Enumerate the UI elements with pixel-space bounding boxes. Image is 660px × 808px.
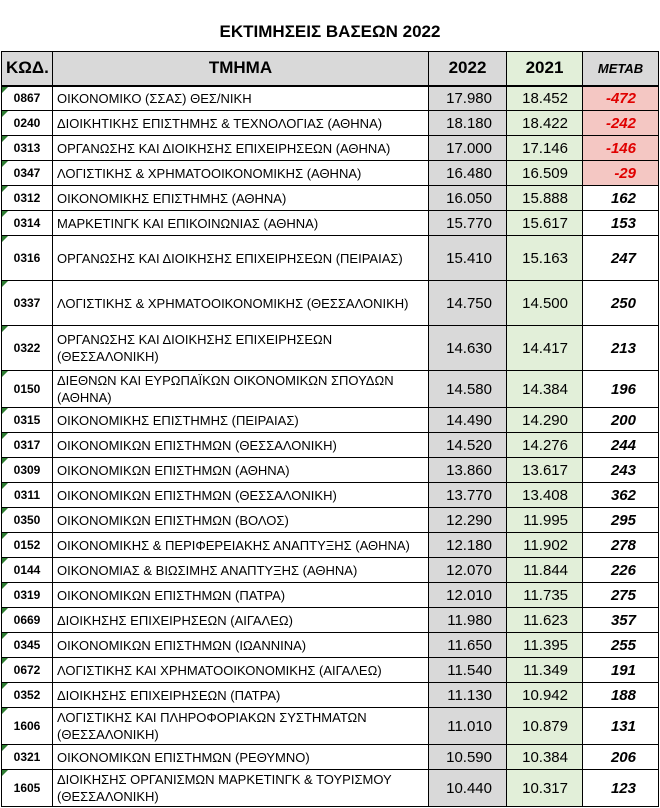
header-diff: ΜΕΤΑΒ [583, 52, 659, 86]
row-dept: ΔΙΕΘΝΩΝ ΚΑΙ ΕΥΡΩΠΑΪΚΩΝ ΟΙΚΟΝΟΜΙΚΩΝ ΣΠΟΥΔΩΝ (ΑΘΗΝΑ) [53, 371, 429, 408]
row-value-2021: 11.623 [507, 608, 583, 633]
row-diff: -242 [583, 111, 659, 136]
row-value-2021: 10.879 [507, 708, 583, 745]
row-code: 0337 [2, 281, 53, 326]
row-value-2022: 12.290 [429, 508, 507, 533]
table-row [2, 433, 659, 458]
row-code: 0672 [2, 658, 53, 683]
row-code: 1606 [2, 708, 53, 745]
row-value-2022: 15.410 [429, 236, 507, 281]
row-dept: ΛΟΓΙΣΤΙΚΗΣ ΚΑΙ ΧΡΗΜΑΤΟΟΙΚΟΝΟΜΙΚΗΣ (ΑΙΓΑΛΕΩ) [53, 658, 429, 683]
row-value-2022: 18.180 [429, 111, 507, 136]
row-value-2021: 13.617 [507, 458, 583, 483]
row-value-2022: 15.770 [429, 211, 507, 236]
row-value-2022: 13.860 [429, 458, 507, 483]
row-value-2022: 10.590 [429, 745, 507, 770]
row-diff: 191 [583, 658, 659, 683]
table-row [2, 558, 659, 583]
row-code: 0317 [2, 433, 53, 458]
row-value-2022: 14.580 [429, 371, 507, 408]
row-dept: ΟΙΚΟΝΟΜΙΚΩΝ ΕΠΙΣΤΗΜΩΝ (ΘΕΣΣΑΛΟΝΙΚΗ) [53, 433, 429, 458]
row-diff: -472 [583, 86, 659, 111]
row-diff: 131 [583, 708, 659, 745]
row-dept: ΟΡΓΑΝΩΣΗΣ ΚΑΙ ΔΙΟΙΚΗΣΗΣ ΕΠΙΧΕΙΡΗΣΕΩΝ (ΑΘΗΝΑ) [53, 136, 429, 161]
table-row [2, 211, 659, 236]
table-row [2, 633, 659, 658]
table-row [2, 708, 659, 745]
row-value-2022: 14.630 [429, 326, 507, 371]
row-dept: ΟΙΚΟΝΟΜΙΑΣ & ΒΙΩΣΙΜΗΣ ΑΝΑΠΤΥΞΗΣ (ΑΘΗΝΑ) [53, 558, 429, 583]
row-diff: 188 [583, 683, 659, 708]
table-row [2, 683, 659, 708]
row-dept: ΔΙΟΙΚΗΣΗΣ ΟΡΓΑΝΙΣΜΩΝ ΜΑΡΚΕΤΙΝΓΚ & ΤΟΥΡΙΣΜΟΥ (ΘΕΣΣΑΛΟΝΙΚΗ) [53, 770, 429, 807]
row-value-2022: 12.180 [429, 533, 507, 558]
row-value-2021: 11.844 [507, 558, 583, 583]
row-value-2021: 14.384 [507, 371, 583, 408]
row-diff: 295 [583, 508, 659, 533]
row-diff: -146 [583, 136, 659, 161]
table-row [2, 658, 659, 683]
row-value-2021: 18.422 [507, 111, 583, 136]
row-value-2022: 11.010 [429, 708, 507, 745]
row-diff: 226 [583, 558, 659, 583]
row-diff: 206 [583, 745, 659, 770]
row-diff: 123 [583, 770, 659, 807]
row-dept: ΟΙΚΟΝΟΜΙΚΗΣ ΕΠΙΣΤΗΜΗΣ (ΑΘΗΝΑ) [53, 186, 429, 211]
row-diff: 153 [583, 211, 659, 236]
row-code: 0150 [2, 371, 53, 408]
row-diff: -29 [583, 161, 659, 186]
row-value-2022: 10.440 [429, 770, 507, 807]
row-dept: ΟΙΚΟΝΟΜΙΚΗΣ & ΠΕΡΙΦΕΡΕΙΑΚΗΣ ΑΝΑΠΤΥΞΗΣ (ΑΘΗΝΑ) [53, 533, 429, 558]
row-diff: 278 [583, 533, 659, 558]
row-diff: 162 [583, 186, 659, 211]
row-value-2022: 12.010 [429, 583, 507, 608]
row-code: 0669 [2, 608, 53, 633]
table-row [2, 483, 659, 508]
row-value-2021: 11.349 [507, 658, 583, 683]
row-value-2021: 11.735 [507, 583, 583, 608]
scores-table [1, 51, 659, 807]
row-dept: ΟΙΚΟΝΟΜΙΚΗΣ ΕΠΙΣΤΗΜΗΣ (ΠΕΙΡΑΙΑΣ) [53, 408, 429, 433]
row-code: 0352 [2, 683, 53, 708]
row-value-2022: 11.540 [429, 658, 507, 683]
table-body [2, 86, 659, 807]
row-value-2021: 11.902 [507, 533, 583, 558]
row-code: 0867 [2, 86, 53, 111]
table-row [2, 371, 659, 408]
row-code: 0311 [2, 483, 53, 508]
row-dept: ΜΑΡΚΕΤΙΝΓΚ ΚΑΙ ΕΠΙΚΟΙΝΩΝΙΑΣ (ΑΘΗΝΑ) [53, 211, 429, 236]
table-row [2, 281, 659, 326]
row-code: 0321 [2, 745, 53, 770]
row-diff: 196 [583, 371, 659, 408]
row-diff: 247 [583, 236, 659, 281]
row-value-2021: 11.995 [507, 508, 583, 533]
header-2022: 2022 [429, 52, 507, 86]
row-value-2022: 16.050 [429, 186, 507, 211]
row-dept: ΔΙΟΙΚΗΣΗΣ ΕΠΙΧΕΙΡΗΣΕΩΝ (ΑΙΓΑΛΕΩ) [53, 608, 429, 633]
row-code: 0322 [2, 326, 53, 371]
row-code: 0316 [2, 236, 53, 281]
row-diff: 244 [583, 433, 659, 458]
row-code: 0309 [2, 458, 53, 483]
row-dept: ΛΟΓΙΣΤΙΚΗΣ ΚΑΙ ΠΛΗΡΟΦΟΡΙΑΚΩΝ ΣΥΣΤΗΜΑΤΩΝ (ΘΕΣΣΑΛΟΝΙΚΗ) [53, 708, 429, 745]
row-value-2022: 11.650 [429, 633, 507, 658]
row-value-2021: 16.509 [507, 161, 583, 186]
row-value-2022: 11.980 [429, 608, 507, 633]
row-code: 0314 [2, 211, 53, 236]
table-row [2, 583, 659, 608]
page-title: ΕΚΤΙΜΗΣΕΙΣ ΒΑΣΕΩΝ 2022 [219, 22, 441, 41]
table-row [2, 408, 659, 433]
header-code: ΚΩΔ. [2, 52, 53, 86]
row-diff: 255 [583, 633, 659, 658]
row-value-2021: 15.617 [507, 211, 583, 236]
row-value-2021: 14.500 [507, 281, 583, 326]
row-code: 1605 [2, 770, 53, 807]
row-dept: ΔΙΟΙΚΗΤΙΚΗΣ ΕΠΙΣΤΗΜΗΣ & ΤΕΧΝΟΛΟΓΙΑΣ (ΑΘΗΝΑ) [53, 111, 429, 136]
row-dept: ΟΙΚΟΝΟΜΙΚΩΝ ΕΠΙΣΤΗΜΩΝ (ΙΩΑΝΝΙΝΑ) [53, 633, 429, 658]
row-diff: 250 [583, 281, 659, 326]
table-row [2, 458, 659, 483]
row-diff: 213 [583, 326, 659, 371]
row-dept: ΟΡΓΑΝΩΣΗΣ ΚΑΙ ΔΙΟΙΚΗΣΗΣ ΕΠΙΧΕΙΡΗΣΕΩΝ (ΠΕΙΡΑΙΑΣ) [53, 236, 429, 281]
row-diff: 275 [583, 583, 659, 608]
row-value-2021: 10.942 [507, 683, 583, 708]
row-code: 0312 [2, 186, 53, 211]
table-row [2, 326, 659, 371]
row-value-2021: 18.452 [507, 86, 583, 111]
table-row [2, 236, 659, 281]
row-value-2022: 17.980 [429, 86, 507, 111]
table-row [2, 136, 659, 161]
row-value-2021: 17.146 [507, 136, 583, 161]
row-dept: ΟΙΚΟΝΟΜΙΚΩΝ ΕΠΙΣΤΗΜΩΝ (ΠΑΤΡΑ) [53, 583, 429, 608]
row-code: 0347 [2, 161, 53, 186]
row-dept: ΟΡΓΑΝΩΣΗΣ ΚΑΙ ΔΙΟΙΚΗΣΗΣ ΕΠΙΧΕΙΡΗΣΕΩΝ (ΘΕΣΣΑΛΟΝΙΚΗ) [53, 326, 429, 371]
row-dept: ΟΙΚΟΝΟΜΙΚΩΝ ΕΠΙΣΤΗΜΩΝ (ΡΕΘΥΜΝΟ) [53, 745, 429, 770]
row-value-2021: 14.417 [507, 326, 583, 371]
table-row [2, 86, 659, 111]
row-value-2021: 10.317 [507, 770, 583, 807]
row-value-2022: 11.130 [429, 683, 507, 708]
row-dept: ΟΙΚΟΝΟΜΙΚΟ (ΣΣΑΣ) ΘΕΣ/ΝΙΚΗ [53, 86, 429, 111]
row-value-2022: 17.000 [429, 136, 507, 161]
row-value-2021: 15.888 [507, 186, 583, 211]
table-row [2, 533, 659, 558]
row-diff: 243 [583, 458, 659, 483]
row-code: 0345 [2, 633, 53, 658]
row-code: 0313 [2, 136, 53, 161]
row-dept: ΟΙΚΟΝΟΜΙΚΩΝ ΕΠΙΣΤΗΜΩΝ (ΘΕΣΣΑΛΟΝΙΚΗ) [53, 483, 429, 508]
row-value-2021: 10.384 [507, 745, 583, 770]
row-code: 0152 [2, 533, 53, 558]
row-value-2021: 14.276 [507, 433, 583, 458]
header-dept: ΤΜΗΜΑ [53, 52, 429, 86]
table-row [2, 161, 659, 186]
header-2021: 2021 [507, 52, 583, 86]
row-code: 0144 [2, 558, 53, 583]
row-value-2022: 16.480 [429, 161, 507, 186]
row-code: 0315 [2, 408, 53, 433]
row-code: 0240 [2, 111, 53, 136]
row-value-2021: 11.395 [507, 633, 583, 658]
row-value-2022: 12.070 [429, 558, 507, 583]
row-value-2022: 13.770 [429, 483, 507, 508]
table-row [2, 770, 659, 807]
row-value-2021: 15.163 [507, 236, 583, 281]
row-code: 0319 [2, 583, 53, 608]
table-row [2, 608, 659, 633]
row-dept: ΔΙΟΙΚΗΣΗΣ ΕΠΙΧΕΙΡΗΣΕΩΝ (ΠΑΤΡΑ) [53, 683, 429, 708]
table-row [2, 508, 659, 533]
row-dept: ΛΟΓΙΣΤΙΚΗΣ & ΧΡΗΜΑΤΟΟΙΚΟΝΟΜΙΚΗΣ (ΘΕΣΣΑΛΟΝΙΚΗ) [53, 281, 429, 326]
table-row [2, 111, 659, 136]
row-dept: ΟΙΚΟΝΟΜΙΚΩΝ ΕΠΙΣΤΗΜΩΝ (ΒΟΛΟΣ) [53, 508, 429, 533]
row-diff: 357 [583, 608, 659, 633]
row-value-2021: 14.290 [507, 408, 583, 433]
table-row [2, 186, 659, 211]
row-value-2021: 13.408 [507, 483, 583, 508]
header-row [2, 52, 659, 86]
row-value-2022: 14.520 [429, 433, 507, 458]
row-dept: ΟΙΚΟΝΟΜΙΚΩΝ ΕΠΙΣΤΗΜΩΝ (ΑΘΗΝΑ) [53, 458, 429, 483]
table-row [2, 745, 659, 770]
row-value-2022: 14.490 [429, 408, 507, 433]
row-value-2022: 14.750 [429, 281, 507, 326]
row-dept: ΛΟΓΙΣΤΙΚΗΣ & ΧΡΗΜΑΤΟΟΙΚΟΝΟΜΙΚΗΣ (ΑΘΗΝΑ) [53, 161, 429, 186]
row-diff: 200 [583, 408, 659, 433]
row-code: 0350 [2, 508, 53, 533]
row-diff: 362 [583, 483, 659, 508]
